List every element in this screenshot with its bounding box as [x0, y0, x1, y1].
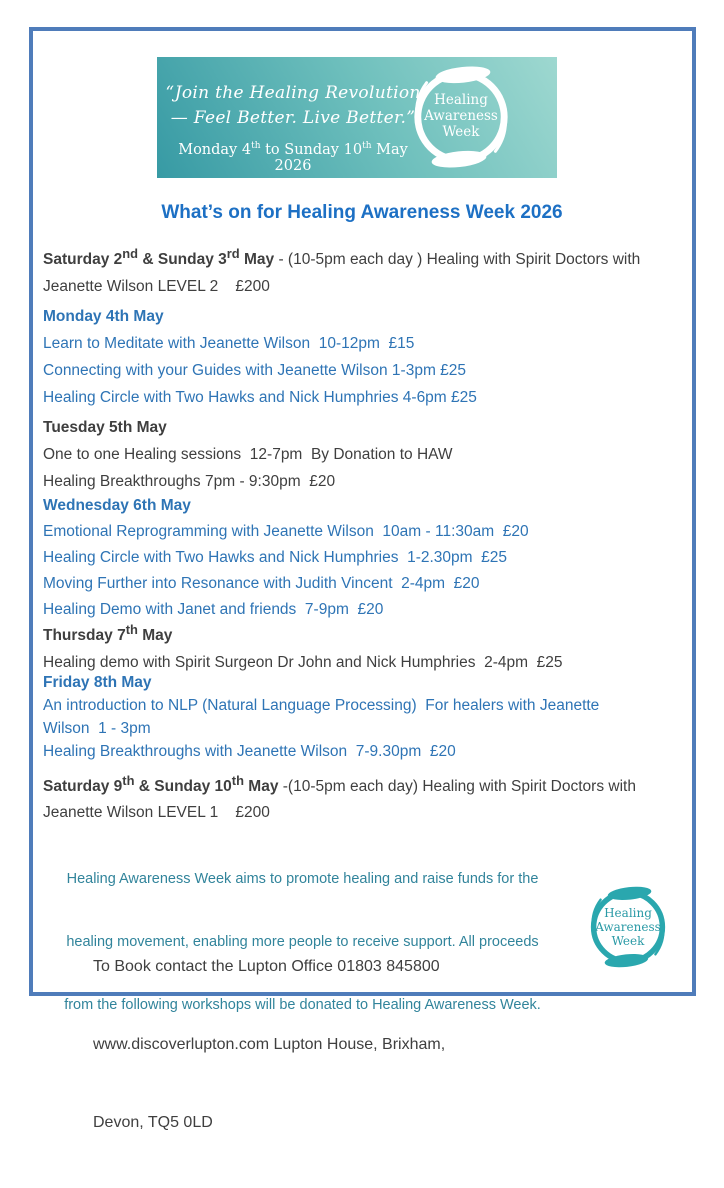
- date-ordinal: th: [251, 141, 261, 152]
- header-banner: [157, 57, 557, 178]
- contact-phone-line: To Book contact the Lupton Office 01803 845800: [93, 958, 440, 975]
- event-line: Moving Further into Resonance with Judith Vincent 2-4pm £20: [43, 575, 480, 592]
- event-line: Jeanette Wilson LEVEL 1 £200: [43, 804, 270, 822]
- text-part: & Sunday 10: [134, 778, 232, 796]
- event-line: Healing Breakthroughs 7pm - 9:30pm £20: [43, 473, 336, 490]
- day-range: [43, 246, 275, 269]
- ordinal: th: [122, 773, 135, 788]
- event-line: An introduction to NLP (Natural Language Processing) For healers with Jeanette: [43, 697, 600, 714]
- contact-address-line: www.discoverlupton.com Lupton House, Brixham,: [93, 1036, 446, 1053]
- ordinal: th: [125, 622, 138, 637]
- ordinal: rd: [226, 246, 240, 261]
- event-line: Wilson 1 - 3pm: [43, 720, 151, 737]
- logo-text: [407, 63, 515, 171]
- event-line: [43, 768, 693, 800]
- text-part: May: [243, 778, 279, 796]
- healing-awareness-week-logo-footer: [584, 884, 672, 970]
- event-line: Learn to Meditate with Jeanette Wilson 10-12pm £15: [43, 335, 415, 352]
- text-part: - (10-5pm each day ) Healing with Spirit Doctors with: [274, 251, 641, 269]
- section-thursday: [43, 616, 693, 676]
- event-line: [43, 240, 693, 273]
- date-part: to Sunday 10: [260, 142, 363, 158]
- event-line: Connecting with your Guides with Jeanette Wilson 1-3pm £25: [43, 362, 467, 379]
- logo-line: Week: [611, 934, 645, 949]
- section-sat9-sun10: [43, 768, 693, 826]
- mission-line: from the following workshops will be donated to Healing Awareness Week.: [64, 997, 541, 1013]
- day-header: Wednesday 6th May: [43, 497, 191, 514]
- day-header: [43, 616, 693, 649]
- event-line: One to one Healing sessions 12-7pm By Donation to HAW: [43, 446, 453, 463]
- logo-line: Awareness: [595, 919, 661, 934]
- event-line: Jeanette Wilson LEVEL 2 £200: [43, 278, 270, 296]
- healing-awareness-week-logo: [407, 63, 515, 171]
- event-line: Healing demo with Spirit Surgeon Dr John and Nick Humphries 2-4pm £25: [43, 654, 563, 672]
- logo-line: Healing: [604, 905, 652, 920]
- section-sat2-sun3: [43, 240, 693, 300]
- day-header: Monday 4th May: [43, 308, 164, 325]
- date-part: May 2026: [274, 142, 408, 174]
- day-header: Friday 8th May: [43, 674, 152, 691]
- event-line: Healing Breakthroughs with Jeanette Wilson 7-9.30pm £20: [43, 743, 456, 760]
- text-part: Saturday 2: [43, 251, 123, 269]
- event-line: Healing Circle with Two Hawks and Nick Humphries 4-6pm £25: [43, 389, 477, 406]
- text-part: May: [137, 627, 173, 645]
- text-part: Thursday 7: [43, 627, 126, 645]
- tagline-line2: — Feel Better. Live Better.”: [170, 108, 416, 128]
- banner-tagline: [165, 81, 421, 131]
- ordinal: th: [231, 773, 244, 788]
- text-part: & Sunday 3: [138, 251, 227, 269]
- date-part: Monday 4: [178, 142, 252, 158]
- contact-address-line: Devon, TQ5 0LD: [93, 1114, 213, 1131]
- section-monday: [43, 303, 693, 411]
- mission-line: healing movement, enabling more people to receive support. All proceeds: [66, 934, 539, 950]
- section-tuesday: [43, 414, 693, 495]
- booking-contact: [93, 902, 445, 1188]
- ordinal: nd: [122, 246, 139, 261]
- text-part: -(10-5pm each day) Healing with Spirit Doctors with: [278, 778, 636, 796]
- page-title: What’s on for Healing Awareness Week 2026: [161, 202, 563, 223]
- tagline-line1: “Join the Healing Revolution: [165, 83, 421, 103]
- event-line: Healing Demo with Janet and friends 7-9pm £20: [43, 601, 384, 618]
- event-line: Healing Circle with Two Hawks and Nick Humphries 1-2.30pm £25: [43, 549, 508, 566]
- section-wednesday: [43, 493, 693, 623]
- section-friday: [43, 671, 693, 763]
- logo-line: Awareness: [424, 108, 498, 125]
- text-part: May: [239, 251, 275, 269]
- day-header: Tuesday 5th May: [43, 419, 167, 436]
- event-line: Emotional Reprogramming with Jeanette Wilson 10am - 11:30am £20: [43, 523, 529, 540]
- date-ordinal: th: [362, 141, 372, 152]
- banner-date: [165, 142, 421, 174]
- mission-line: Healing Awareness Week aims to promote healing and raise funds for the: [66, 871, 539, 887]
- logo-text: [584, 884, 672, 970]
- logo-line: Healing: [434, 92, 488, 109]
- text-part: Saturday 9: [43, 778, 123, 796]
- logo-line: Week: [442, 123, 480, 140]
- day-range: [43, 773, 279, 796]
